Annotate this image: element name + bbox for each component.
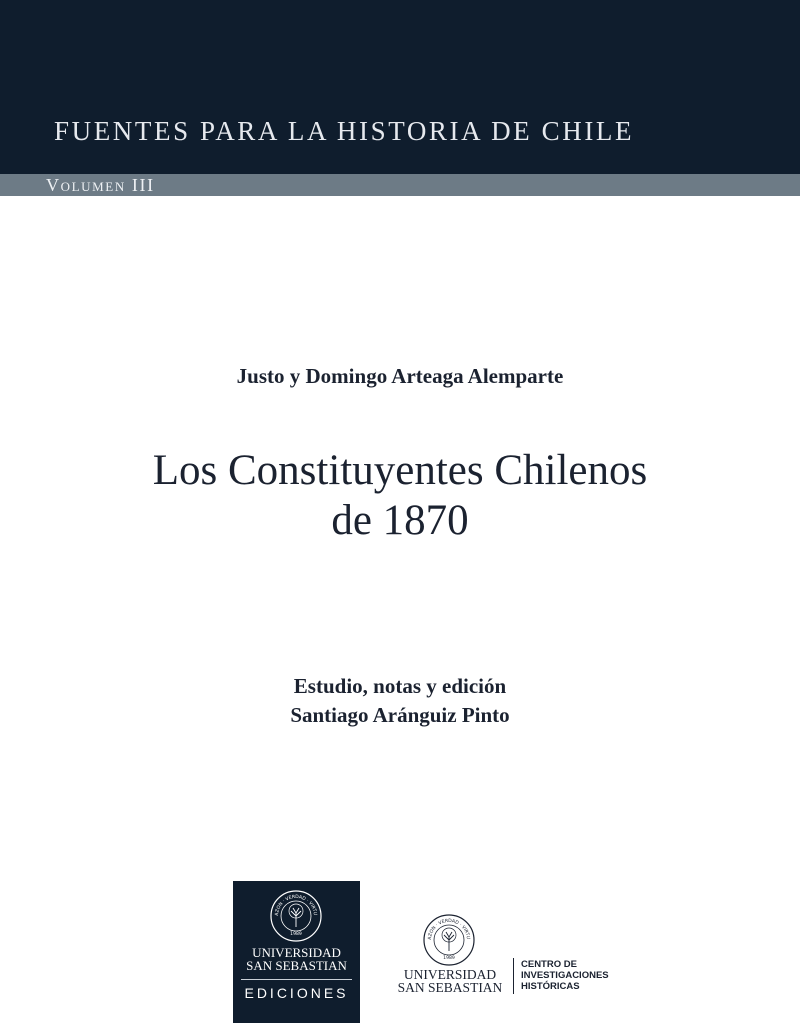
volume-band — [0, 174, 800, 196]
logo-divider — [241, 979, 352, 980]
book-title-line-2: de 1870 — [331, 497, 469, 544]
university-name-line-1: UNIVERSIDAD — [252, 945, 341, 960]
university-seal-icon — [422, 913, 476, 967]
seal-year: 1989 — [443, 956, 455, 961]
seal-motto: AZON · VERDAD · VIRTU — [274, 894, 318, 917]
centro-logo — [392, 913, 622, 1003]
editor-credits — [0, 672, 800, 730]
tree-icon — [442, 928, 456, 951]
seal-year: 1989 — [290, 932, 302, 937]
centro-name-line-3: HISTÓRICAS — [521, 981, 580, 992]
university-name — [392, 968, 508, 994]
university-seal-icon — [269, 889, 323, 943]
credit-editor: Santiago Aránguiz Pinto — [290, 703, 510, 727]
authors: Justo y Domingo Arteaga Alemparte — [236, 364, 564, 388]
seal-motto: AZON · VERDAD · VIRTU — [427, 918, 471, 941]
volume-label: Volumen III — [46, 175, 155, 195]
series-title: FUENTES PARA LA HISTORIA DE CHILE — [54, 116, 635, 146]
cover-header — [0, 0, 800, 174]
book-title — [0, 446, 800, 546]
centro-name-line-1: CENTRO DE — [521, 959, 577, 970]
centro-name — [521, 959, 631, 992]
credit-role: Estudio, notas y edición — [293, 674, 507, 698]
university-name-line-2: SAN SEBASTIAN — [397, 980, 503, 995]
university-name-line-1: UNIVERSIDAD — [403, 967, 497, 982]
university-name-line-2: SAN SEBASTIAN — [246, 958, 347, 973]
book-title-line-1: Los Constituyentes Chilenos — [152, 447, 648, 494]
ediciones-logo — [233, 881, 360, 1023]
centro-name-line-2: INVESTIGACIONES — [521, 970, 609, 981]
logo-divider — [513, 958, 514, 994]
ediciones-label: EDICIONES — [244, 985, 349, 1001]
university-name — [233, 946, 360, 972]
tree-icon — [289, 904, 303, 927]
